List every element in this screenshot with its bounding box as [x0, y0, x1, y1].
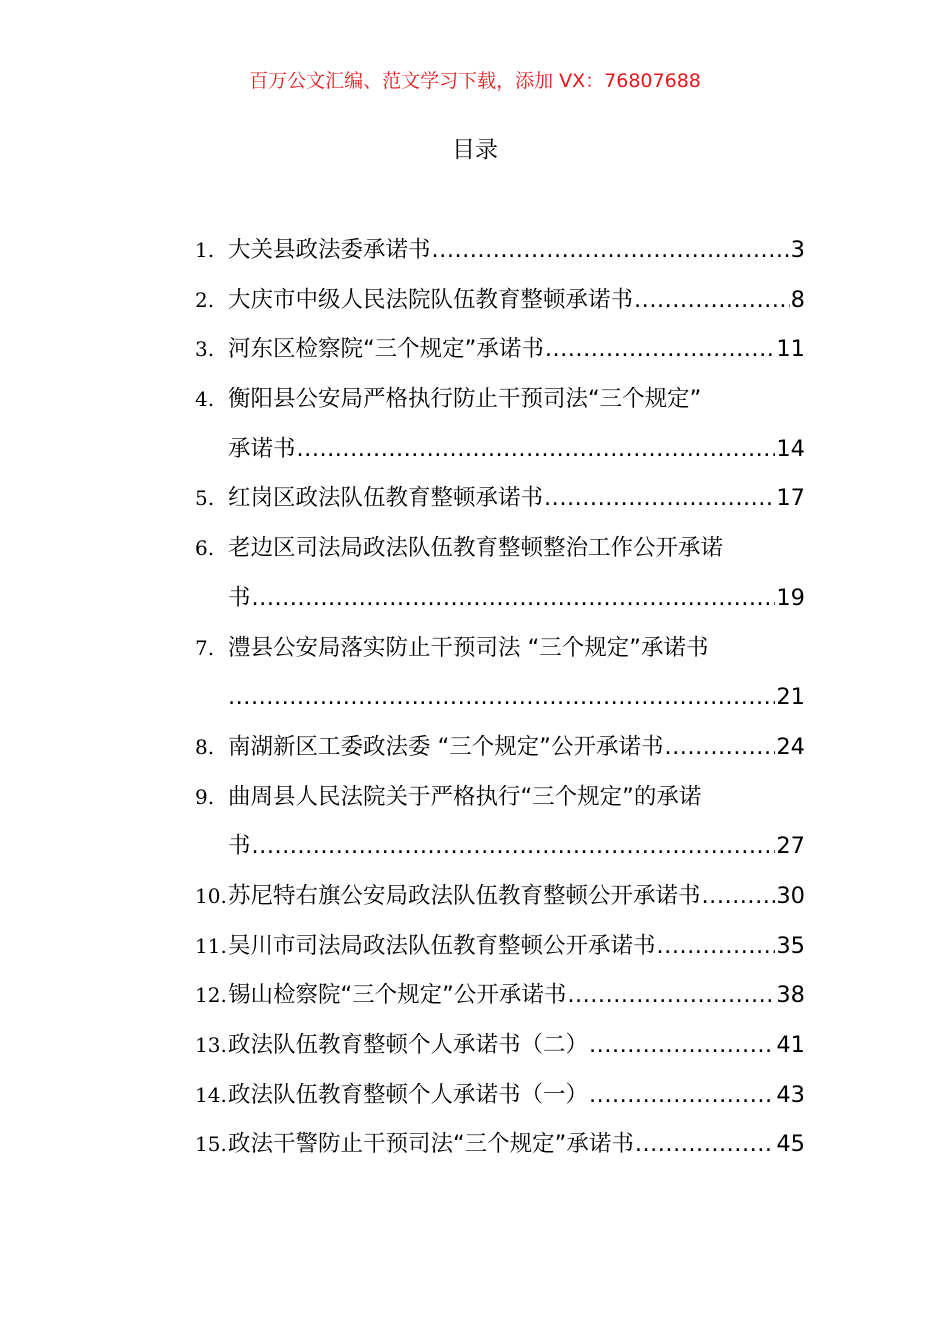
toc-leader-dots: [228, 673, 775, 723]
toc-entry-1[interactable]: [195, 226, 805, 276]
toc-leader-dots: [297, 425, 776, 475]
toc-number: 4.: [195, 387, 215, 412]
toc-leader-dots: [567, 971, 775, 1021]
toc-leader-dots: [664, 723, 775, 773]
toc-page-number: 17: [776, 485, 805, 512]
toc-number: 1.: [195, 238, 215, 262]
toc-leader-dots: [589, 1071, 775, 1121]
toc-page-number: 8: [790, 286, 805, 313]
toc-page-number: 21: [776, 684, 805, 711]
toc-title-continued: 书: [228, 584, 251, 611]
toc-number: 2.: [195, 287, 215, 312]
toc-leader-dots: [252, 574, 776, 624]
toc-leader-dots: [589, 1021, 775, 1071]
toc-title: 河东区检察院“三个规定”承诺书: [228, 336, 544, 363]
toc-page-number: 14: [776, 435, 805, 462]
toc-entry-6[interactable]: [195, 524, 805, 574]
toc-number: 14.: [195, 1082, 227, 1107]
toc-number: 3.: [195, 337, 215, 362]
toc-number: 11.: [195, 933, 227, 958]
toc-title: 曲周县人民法院关于严格执行“三个规定”的承诺: [228, 783, 702, 810]
toc-title-continued: 书: [228, 833, 251, 860]
toc-number: 5.: [195, 486, 215, 511]
toc-page-number: 24: [776, 733, 805, 760]
toc-leader-dots: [634, 276, 790, 326]
toc-entry-8[interactable]: [195, 723, 805, 773]
toc-entry-5[interactable]: [195, 474, 805, 524]
toc-title: 大关县政法委承诺书: [228, 237, 431, 263]
toc-page-number: 27: [776, 833, 805, 860]
toc-number: 8.: [195, 734, 215, 759]
toc-title: 政法干警防止干预司法“三个规定”承诺书: [228, 1131, 634, 1158]
toc-title: 衡阳县公安局严格执行防止干预司法“三个规定”: [228, 386, 702, 413]
toc-leader-dots: [432, 226, 790, 276]
toc-leader-dots: [635, 1120, 776, 1170]
toc-number: 7.: [195, 635, 215, 660]
toc-page-number: 3: [790, 237, 805, 263]
toc-leader-dots: [252, 822, 776, 872]
toc-title: 南湖新区工委政法委 “三个规定”公开承诺书: [228, 733, 664, 760]
toc-title: 锡山检察院“三个规定”公开承诺书: [228, 982, 567, 1009]
toc-title: 红岗区政法队伍教育整顿承诺书: [228, 485, 544, 512]
toc-number: 10.: [195, 883, 227, 908]
toc-leader-dots: [544, 474, 775, 524]
table-of-contents: [195, 226, 805, 1170]
toc-number: 15.: [195, 1132, 227, 1157]
toc-leader-dots: [702, 872, 776, 922]
toc-title: 吴川市司法局政法队伍教育整顿公开承诺书: [228, 932, 656, 959]
toc-title: 政法队伍教育整顿个人承诺书（一）: [228, 1081, 589, 1108]
toc-title: 澧县公安局落实防止干预司法 “三个规定”承诺书: [228, 634, 709, 661]
toc-title: 老边区司法局政法队伍教育整顿整治工作公开承诺: [228, 535, 724, 562]
toc-page-number: 11: [776, 336, 805, 363]
toc-page-number: 45: [776, 1131, 805, 1158]
toc-leader-dots: [657, 922, 776, 972]
toc-entry-2[interactable]: [195, 276, 805, 326]
toc-number: 9.: [195, 784, 215, 809]
toc-entry-4[interactable]: [195, 375, 805, 425]
toc-entry-11[interactable]: [195, 922, 805, 972]
toc-leader-dots: [545, 325, 776, 375]
toc-entry-7-continued[interactable]: [195, 673, 805, 723]
toc-number: 13.: [195, 1033, 227, 1057]
toc-entry-3[interactable]: [195, 325, 805, 375]
toc-page-number: 19: [776, 584, 805, 611]
toc-entry-9-continued[interactable]: [195, 822, 805, 872]
toc-entry-14[interactable]: [195, 1071, 805, 1121]
toc-title-continued: 承诺书: [228, 435, 296, 462]
toc-entry-7[interactable]: [195, 624, 805, 674]
toc-entry-10[interactable]: [195, 872, 805, 922]
toc-title: 苏尼特右旗公安局政法队伍教育整顿公开承诺书: [228, 882, 701, 909]
toc-number: 12.: [195, 983, 227, 1008]
toc-entry-13[interactable]: [195, 1021, 805, 1071]
toc-page-number: 41: [776, 1032, 805, 1058]
toc-entry-4-continued[interactable]: [195, 425, 805, 475]
toc-entry-9[interactable]: [195, 773, 805, 823]
toc-number: 6.: [195, 536, 215, 561]
toc-entry-6-continued[interactable]: [195, 574, 805, 624]
toc-page-number: 35: [776, 932, 805, 959]
watermark-header: 百万公文汇编、范文学习下载，添加 VX：76807688: [249, 70, 701, 92]
toc-entry-15[interactable]: [195, 1120, 805, 1170]
toc-entry-12[interactable]: [195, 971, 805, 1021]
toc-page-number: 38: [776, 982, 805, 1009]
toc-title: 政法队伍教育整顿个人承诺书（二）: [228, 1032, 589, 1058]
toc-page-number: 43: [776, 1081, 805, 1108]
toc-title: 大庆市中级人民法院队伍教育整顿承诺书: [228, 286, 634, 313]
toc-page-number: 30: [776, 882, 805, 909]
page-title: 目录: [452, 137, 498, 163]
